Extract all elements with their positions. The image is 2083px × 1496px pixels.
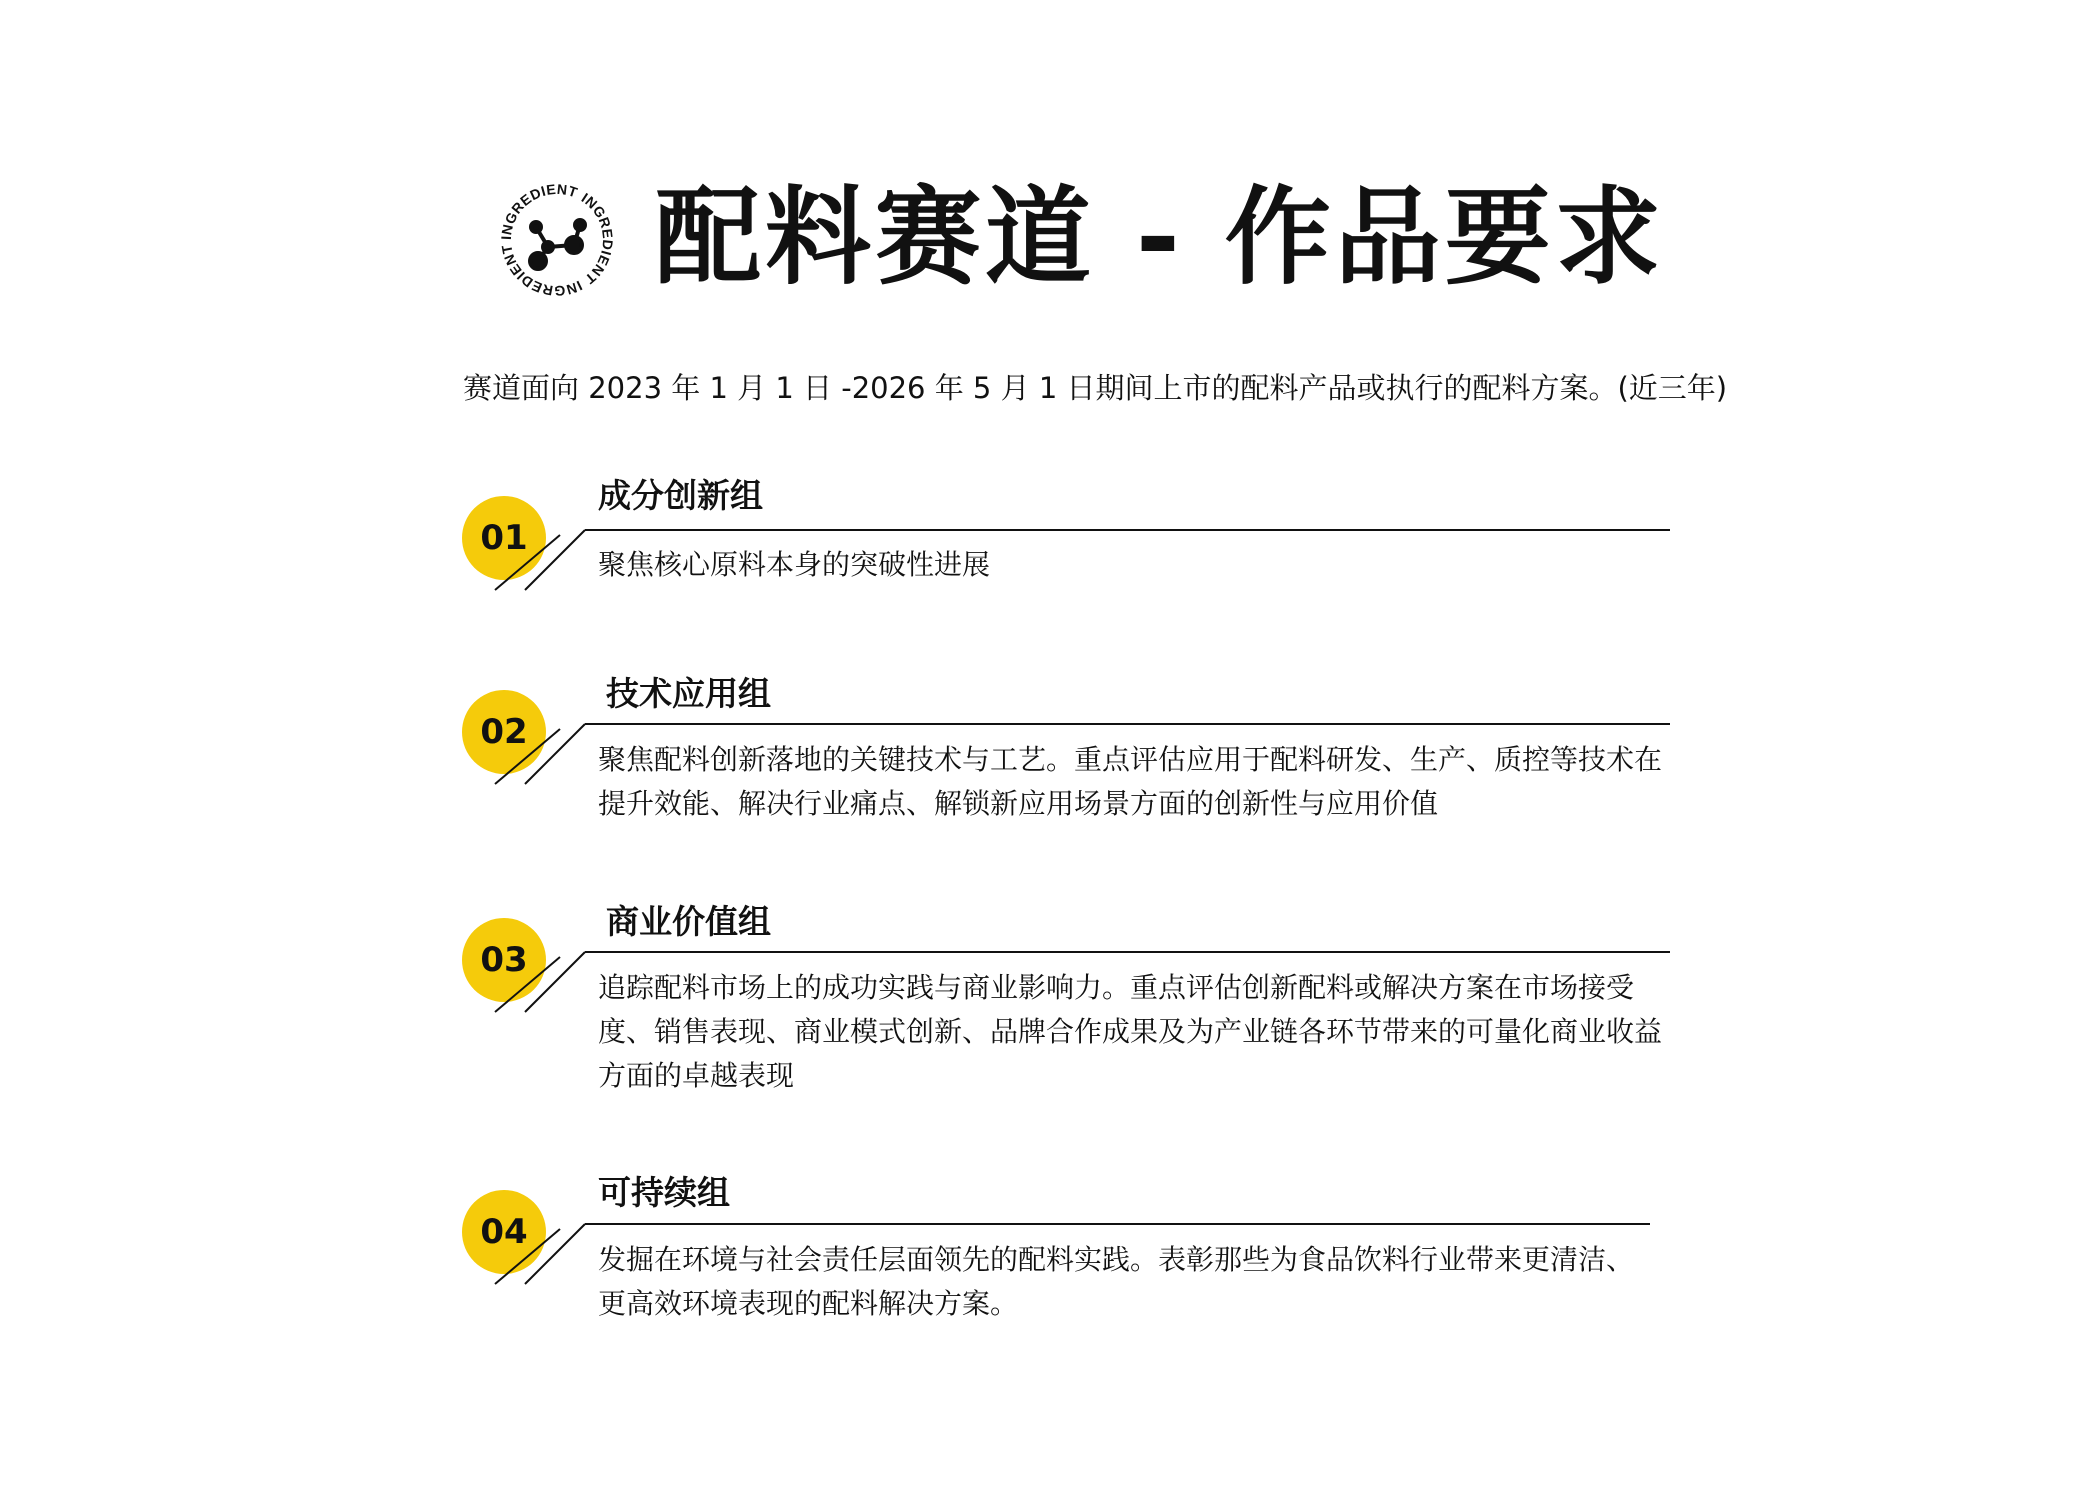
badge-number: 02	[480, 712, 528, 752]
page-title: 配料赛道 - 作品要求	[655, 176, 1665, 299]
svg-text:INGREDIENT	[579, 190, 616, 288]
group-title: 商业价值组	[606, 902, 771, 941]
badge-number: 04	[480, 1212, 528, 1252]
group-description: 发掘在环境与社会责任层面领先的配料实践。表彰那些为食品饮料行业带来更清洁、更高效环境表现的配料解决方案。	[598, 1243, 1635, 1320]
logo-ring-text-2: INGREDIENT	[578, 189, 617, 288]
group-description: 追踪配料市场上的成功实践与商业影响力。重点评估创新配料或解决方案在市场接受度、销售表现、商业模式创新、品牌合作成果及为产业链各环节带来的可量化商业收益方面的卓越表现	[598, 971, 1663, 1092]
group-description: 聚焦核心原料本身的突破性进展	[598, 548, 991, 581]
badge-number: 01	[480, 518, 528, 558]
group-title: 技术应用组	[606, 674, 771, 713]
page-header	[0, 0, 2083, 405]
badge-number: 03	[480, 940, 528, 980]
logo-ring-text-3: INGREDIENT	[498, 243, 585, 300]
group-title: 可持续组	[598, 1173, 730, 1212]
group-description: 聚焦配料创新落地的关键技术与工艺。重点评估应用于配料研发、生产、质控等技术在提升效能、解决行业痛点、解锁新应用场景方面的创新性与应用价值	[598, 743, 1663, 820]
page-subtitle: 赛道面向 2023 年 1 月 1 日 -2026 年 5 月 1 日期间上市的配料产品或执行的配料方案。(近三年)	[463, 371, 1728, 405]
logo-ring-text-1: INGREDIENT	[497, 180, 580, 241]
group-title: 成分创新组	[598, 476, 763, 515]
ingredient-molecule-icon	[492, 175, 622, 305]
